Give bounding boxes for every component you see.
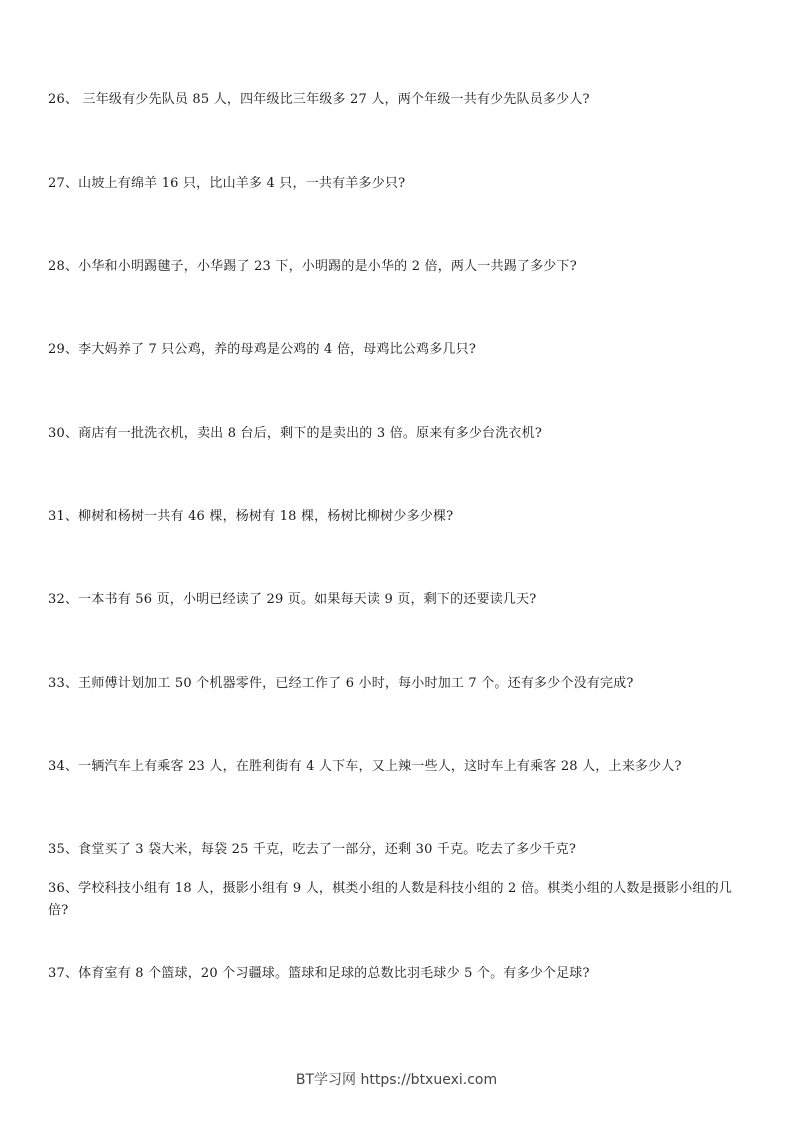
question-separator: 、 [64, 676, 79, 691]
question-separator: 、 [64, 176, 79, 191]
question-separator: 、 [64, 342, 79, 357]
question-33 [48, 673, 748, 695]
question-separator: 、 [64, 881, 79, 896]
question-number: 35 [48, 842, 65, 857]
question-31 [48, 506, 748, 528]
question-26 [48, 89, 748, 111]
question-text: 柳树和杨树一共有 46 棵，杨树有 18 棵，杨树比柳树少多少棵? [78, 509, 454, 524]
question-text: 学校科技小组有 18 人，摄影小组有 9 人，棋类小组的人数是科技小组的 2 倍。棋类小组的人数是摄影小组的几倍? [48, 881, 733, 918]
question-number: 32 [48, 592, 65, 607]
question-36 [48, 878, 748, 922]
question-number: 33 [48, 676, 65, 691]
question-29 [48, 339, 748, 361]
question-separator: 、 [64, 592, 79, 607]
question-text: 体育室有 8 个篮球，20 个习疆球。篮球和足球的总数比羽毛球少 5 个。有多少个足球? [78, 966, 590, 981]
question-30 [48, 423, 748, 445]
question-number: 30 [48, 426, 65, 441]
question-32 [48, 589, 748, 611]
question-number: 28 [48, 259, 65, 274]
question-number: 29 [48, 342, 65, 357]
question-separator: 、 [64, 92, 83, 107]
question-number: 34 [48, 759, 65, 774]
question-text: 一辆汽车上有乘客 23 人，在胜利街有 4 人下车，又上辣一些人，这时车上有乘客 28 人，上来多少人? [78, 759, 682, 774]
question-number: 31 [48, 509, 65, 524]
question-text: 商店有一批洗衣机，卖出 8 台后，剩下的是卖出的 3 倍。原来有多少台洗衣机? [78, 426, 542, 441]
question-text: 李大妈养了 7 只公鸡，养的母鸡是公鸡的 4 倍，母鸡比公鸡多几只? [78, 342, 476, 357]
question-separator: 、 [64, 426, 79, 441]
question-text: 王师傅计划加工 50 个机器零件，已经工作了 6 小时，每小时加工 7 个。还有多少个没有完成? [78, 676, 634, 691]
question-separator: 、 [64, 842, 79, 857]
question-text: 小华和小明踢毽子，小华踢了 23 下，小明踢的是小华的 2 倍，两人一共踢了多少下? [78, 259, 577, 274]
question-number: 37 [48, 966, 65, 981]
question-34 [48, 756, 748, 778]
question-37 [48, 963, 748, 985]
question-27 [48, 173, 748, 195]
question-text: 食堂买了 3 袋大米，每袋 25 千克，吃去了一部分，还剩 30 千克。吃去了多少千克? [78, 842, 577, 857]
question-number: 26 [48, 92, 65, 107]
question-number: 36 [48, 881, 65, 896]
question-number: 27 [48, 176, 65, 191]
question-28 [48, 256, 748, 278]
question-separator: 、 [64, 966, 79, 981]
question-text: 三年级有少先队员 85 人，四年级比三年级多 27 人，两个年级一共有少先队员多少人? [82, 92, 590, 107]
question-separator: 、 [64, 759, 79, 774]
question-35 [48, 839, 748, 861]
footer-watermark: BT学习网 https://btxuexi.com [295, 1072, 498, 1088]
question-text: 一本书有 56 页，小明已经读了 29 页。如果每天读 9 页，剩下的还要读几天? [78, 592, 537, 607]
question-separator: 、 [64, 259, 79, 274]
question-text: 山坡上有绵羊 16 只，比山羊多 4 只，一共有羊多少只? [78, 176, 406, 191]
question-separator: 、 [64, 509, 79, 524]
